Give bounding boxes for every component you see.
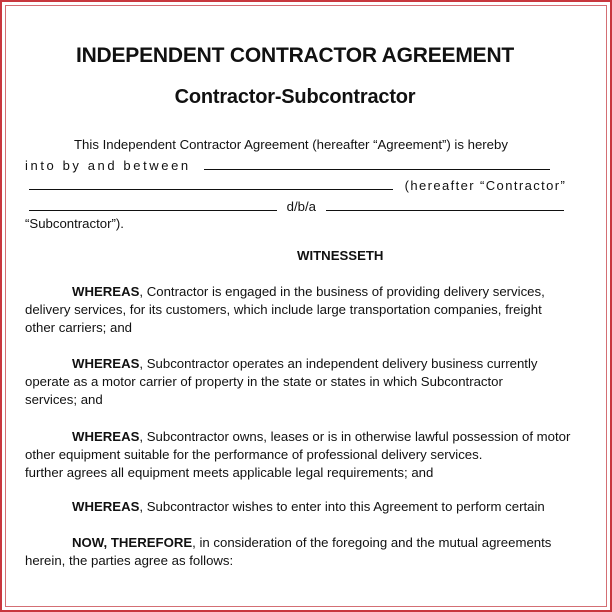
document-body xyxy=(25,0,587,612)
whereas-4-lead: WHEREAS xyxy=(72,499,140,514)
intro-line-3 xyxy=(29,175,566,195)
document-subtitle: Contractor-Subcontractor xyxy=(174,86,416,108)
dba-name-blank[interactable] xyxy=(326,196,564,211)
whereas-2-line-1: WHEREAS, Subcontractor operates an independent delivery business currently xyxy=(72,356,538,371)
contractor-name-blank[interactable] xyxy=(204,155,550,170)
whereas-3-lead: WHEREAS xyxy=(72,429,140,444)
whereas-4-line-1: WHEREAS, Subcontractor wishes to enter into this Agreement to perform certain xyxy=(72,499,545,514)
document-title: INDEPENDENT CONTRACTOR AGREEMENT xyxy=(75,44,515,67)
closing-line-2: herein, the parties agree as follows: xyxy=(25,553,234,568)
whereas-1-line-2: delivery services, for its customers, which include large transportation companies, freight xyxy=(25,302,542,317)
intro-line-4 xyxy=(29,196,564,216)
intro-line-2 xyxy=(25,155,550,175)
whereas-3-line-2: other equipment suitable for the performance of professional delivery services. xyxy=(25,447,483,462)
whereas-2-line-2: operate as a motor carrier of property in the state or states in which Subcontractor xyxy=(25,374,503,389)
closing-therefore: THEREFORE xyxy=(110,535,193,550)
intro-line-5: “Subcontractor”). xyxy=(25,216,124,231)
intro-between-text: into by and between xyxy=(25,158,191,173)
witnesseth-heading: WITNESSETH xyxy=(297,248,384,263)
closing-now: NOW xyxy=(72,535,104,550)
whereas-2-lead: WHEREAS xyxy=(72,356,140,371)
whereas-1-lead: WHEREAS xyxy=(72,284,140,299)
hereafter-contractor-text: (hereafter “Contractor” xyxy=(404,178,567,193)
whereas-3-line-3: further agrees all equipment meets applicable legal requirements; and xyxy=(25,465,434,480)
whereas-2-line-3: services; and xyxy=(25,392,103,407)
whereas-1-line-1: WHEREAS, Contractor is engaged in the business of providing delivery services, xyxy=(72,284,545,299)
intro-line-1: This Independent Contractor Agreement (hereafter “Agreement”) is hereby xyxy=(74,137,508,152)
whereas-3-line-1: WHEREAS, Subcontractor owns, leases or is in otherwise lawful possession of motor xyxy=(72,429,571,444)
contractor-address-blank[interactable] xyxy=(29,175,393,190)
dba-label: d/b/a xyxy=(286,199,317,214)
whereas-1-line-3: other carriers; and xyxy=(25,320,133,335)
closing-line-1: NOW, THEREFORE, in consideration of the foregoing and the mutual agreements xyxy=(72,535,552,550)
subcontractor-name-blank[interactable] xyxy=(29,196,277,211)
